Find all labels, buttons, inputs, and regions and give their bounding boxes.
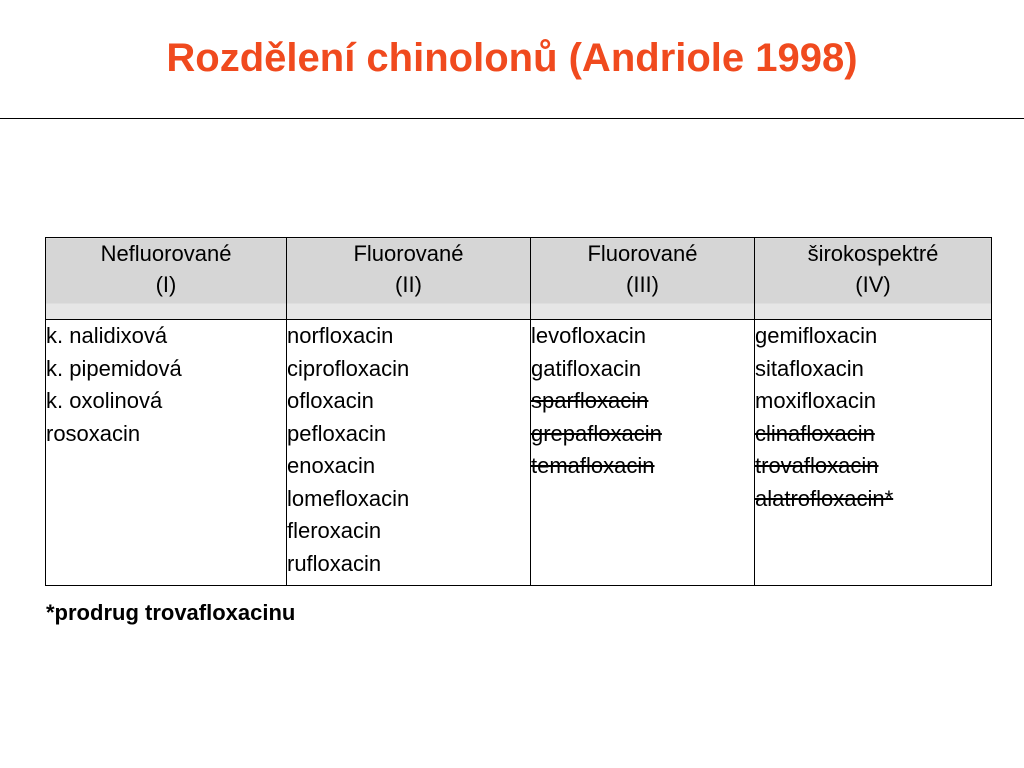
drug-name: lomefloxacin bbox=[287, 485, 410, 511]
drug-name: k. nalidixová bbox=[46, 323, 168, 348]
header-cell-generation-2 bbox=[287, 238, 531, 320]
drug-name: norfloxacin bbox=[287, 323, 394, 348]
table-header-row bbox=[46, 238, 992, 320]
drug-name: ofloxacin bbox=[287, 388, 374, 413]
footnote: *prodrug trovafloxacinu bbox=[46, 600, 296, 625]
drug-name-withdrawn: alatrofloxacin* bbox=[755, 485, 894, 511]
header-cell-generation-4 bbox=[755, 238, 992, 320]
drug-name: rufloxacin bbox=[287, 550, 382, 576]
header-cell-generation-1 bbox=[46, 238, 287, 320]
quinolone-classification-table bbox=[45, 237, 992, 586]
header-label: Fluorované bbox=[587, 241, 698, 266]
drug-name: enoxacin bbox=[287, 453, 376, 478]
drug-list-generation-1 bbox=[46, 320, 287, 586]
header-generation: (III) bbox=[626, 272, 659, 297]
drug-name-withdrawn: clinafloxacin bbox=[755, 420, 875, 446]
drug-name-withdrawn: grepafloxacin bbox=[531, 420, 662, 446]
drug-name: sitafloxacin bbox=[755, 355, 864, 381]
drug-list-generation-3 bbox=[531, 320, 755, 586]
header-generation: (II) bbox=[395, 272, 422, 297]
title-divider bbox=[0, 118, 1024, 119]
table-body-row bbox=[46, 320, 992, 586]
drug-name: ciprofloxacin bbox=[287, 355, 410, 381]
slide-title: Rozdělení chinolonů (Andriole 1998) bbox=[166, 36, 858, 80]
drug-name: gemifloxacin bbox=[755, 323, 878, 348]
drug-name-withdrawn: temafloxacin bbox=[531, 453, 655, 478]
drug-name-withdrawn: sparfloxacin bbox=[531, 388, 649, 413]
drug-name: k. pipemidová bbox=[46, 355, 182, 381]
drug-name: gatifloxacin bbox=[531, 355, 642, 381]
header-label: Fluorované bbox=[353, 241, 464, 266]
header-label: širokospektré bbox=[807, 241, 939, 266]
drug-name-withdrawn: trovafloxacin bbox=[755, 453, 879, 478]
drug-name: fleroxacin bbox=[287, 518, 382, 543]
header-generation: (IV) bbox=[855, 272, 891, 297]
drug-name: rosoxacin bbox=[46, 420, 141, 446]
header-label: Nefluorované bbox=[100, 241, 232, 266]
drug-list-generation-2 bbox=[287, 320, 531, 586]
header-generation: (I) bbox=[155, 272, 177, 297]
drug-name: pefloxacin bbox=[287, 420, 387, 446]
drug-name: moxifloxacin bbox=[755, 388, 877, 413]
drug-list-generation-4 bbox=[755, 320, 992, 586]
drug-name: k. oxolinová bbox=[46, 388, 163, 413]
drug-name: levofloxacin bbox=[531, 323, 646, 348]
header-cell-generation-3 bbox=[531, 238, 755, 320]
